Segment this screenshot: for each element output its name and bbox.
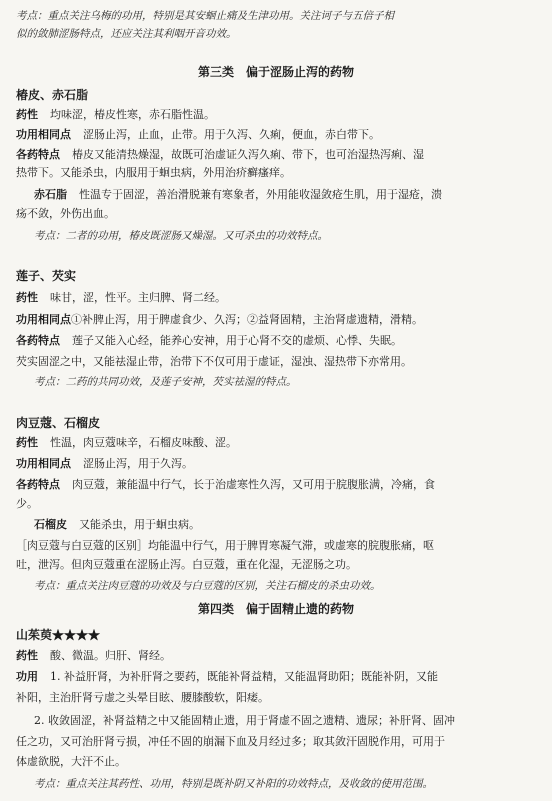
chunpi-gongyong-row xyxy=(16,128,540,142)
note-chunpi: 考点：二者的功用，椿皮既涩肠又燥湿。又可杀虫的功效特点。 xyxy=(34,230,328,242)
note-roudoukou: 考点：重点关注肉豆蔻的功效及与白豆蔻的区别，关注石榴皮的杀虫功效。 xyxy=(34,580,381,592)
roudoukou-gongyong-row xyxy=(16,457,540,471)
shanzhuyu-p2-cont1: 任之功，又可治肝肾亏损，冲任不固的崩漏下血及月经过多；取其敛汗固脱作用，可用于 xyxy=(16,735,445,748)
group-heading-shanzhuyu: 山茱萸★★★★ xyxy=(16,628,101,642)
doukou-compare-cont: 吐，泄泻。但肉豆蔻重在涩肠止泻。白豆蔻，重在化湿，无涩肠之功。 xyxy=(16,558,357,571)
shiliupi-row xyxy=(34,518,540,532)
shanzhuyu-gongyong-row xyxy=(16,670,540,684)
label-gongyong: 功用相同点 xyxy=(16,313,71,326)
chunpi-xingwei-row xyxy=(16,108,540,122)
text-xingwei: 均味涩，椿皮性寒，赤石脂性温。 xyxy=(50,108,215,121)
text-gongyong: 涩肠止泻，用于久泻。 xyxy=(83,457,193,470)
label-gongyong: 功用 xyxy=(16,670,38,683)
lianzi-tedian-row xyxy=(16,334,540,348)
qianshi-row: 芡实固涩之中，又能祛湿止带，治带下不仅可用于虚证，湿浊、湿热带下亦常用。 xyxy=(16,355,412,368)
label-gongyong: 功用相同点 xyxy=(16,457,71,470)
roudoukou-tedian-row xyxy=(16,478,540,492)
group-heading-roudoukou: 肉豆蔻、石榴皮 xyxy=(16,416,101,430)
chishizhi-cont: 疡不敛，外伤出血。 xyxy=(16,207,115,220)
doukou-compare: ［肉豆蔻与白豆蔻的区别］均能温中行气，用于脾胃寒凝气滞，或虚寒的脘腹胀痛，呕 xyxy=(16,539,434,552)
label-tedian: 各药特点 xyxy=(16,478,60,491)
shanzhuyu-p1-cont: 补阳，主治肝肾亏虚之头晕目眩、腰膝酸软，阳痿。 xyxy=(16,691,269,704)
label-tedian: 各药特点 xyxy=(16,334,60,347)
note-lianzi: 考点：二药的共同功效，及莲子安神，芡实祛湿的特点。 xyxy=(34,376,297,388)
note-wumei-cont: 似的敛肺涩肠特点，还应关注其利咽开音功效。 xyxy=(16,28,237,40)
shanzhuyu-p2: 2. 收敛固涩，补肾益精之中又能固精止遗，用于肾虚不固之遗精、遗尿；补肝肾、固冲 xyxy=(34,714,455,727)
label-tedian: 各药特点 xyxy=(16,148,60,161)
chunpi-tedian-cont: 热带下。又能杀虫，内服用于蛔虫病，外用治疥癣瘙痒。 xyxy=(16,166,291,179)
chunpi-tedian-row xyxy=(16,148,540,162)
chishizhi-row xyxy=(34,188,540,202)
text-shiliupi: 又能杀虫，用于蛔虫病。 xyxy=(79,518,200,531)
label-xingwei: 药性 xyxy=(16,436,38,449)
text-tedian: 肉豆蔻，兼能温中行气，长于治虚寒性久泻，又可用于脘腹胀满，冷痛，食 xyxy=(72,478,435,491)
text-tedian: 莲子又能入心经，能养心安神，用于心肾不交的虚烦、心悸、失眠。 xyxy=(72,334,402,347)
text-gongyong: 涩肠止泻，止血，止带。用于久泻、久痢，便血，赤白带下。 xyxy=(83,128,380,141)
text-chishizhi: 性温专于固涩，善治滑脱兼有寒象者，外用能收湿敛疮生肌，用于湿疮，溃 xyxy=(79,188,442,201)
shanzhuyu-p2-cont2: 体虚欲脱，大汗不止。 xyxy=(16,755,126,768)
text-xingwei: 酸、微温。归肝、肾经。 xyxy=(50,649,171,662)
label-xingwei: 药性 xyxy=(16,291,38,304)
label-chishizhi: 赤石脂 xyxy=(34,188,67,201)
text-xingwei: 味甘，涩，性平。主归脾、肾二经。 xyxy=(50,291,226,304)
shanzhuyu-xingwei-row xyxy=(16,649,540,663)
label-gongyong: 功用相同点 xyxy=(16,128,71,141)
section-3-title: 第三类 偏于涩肠止泻的药物 xyxy=(197,65,354,79)
text-gongyong-p1: 1. 补益肝肾，为补肝肾之要药，既能补肾益精，又能温肾助阳；既能补阴，又能 xyxy=(50,670,438,683)
roudoukou-tedian-cont: 少。 xyxy=(16,497,38,510)
label-xingwei: 药性 xyxy=(16,108,38,121)
text-xingwei: 性温，肉豆蔻味辛，石榴皮味酸、涩。 xyxy=(50,436,237,449)
group-heading-chunpi: 椿皮、赤石脂 xyxy=(16,88,89,102)
lianzi-xingwei-row xyxy=(16,291,540,305)
text-tedian: 椿皮又能清热燥湿，故既可治虚证久泻久痢、带下，也可治湿热泻痢、湿 xyxy=(72,148,424,161)
roudoukou-xingwei-row xyxy=(16,436,540,450)
note-wumei: 考点：重点关注乌梅的功用，特别是其安蛔止痛及生津功用。关注诃子与五倍子相 xyxy=(16,10,394,22)
lianzi-gongyong-row xyxy=(16,313,540,327)
note-shanzhuyu: 考点：重点关注其药性、功用，特别是既补阴又补阳的功效特点，及收敛的使用范围。 xyxy=(34,778,433,790)
label-shiliupi: 石榴皮 xyxy=(34,518,67,531)
label-xingwei: 药性 xyxy=(16,649,38,662)
text-gongyong: ①补脾止泻，用于脾虚食少、久泻；②益肾固精，主治肾虚遗精，滑精。 xyxy=(71,313,423,326)
section-4-title: 第四类 偏于固精止遗的药物 xyxy=(197,602,354,616)
group-heading-lianzi: 莲子、芡实 xyxy=(16,269,77,283)
